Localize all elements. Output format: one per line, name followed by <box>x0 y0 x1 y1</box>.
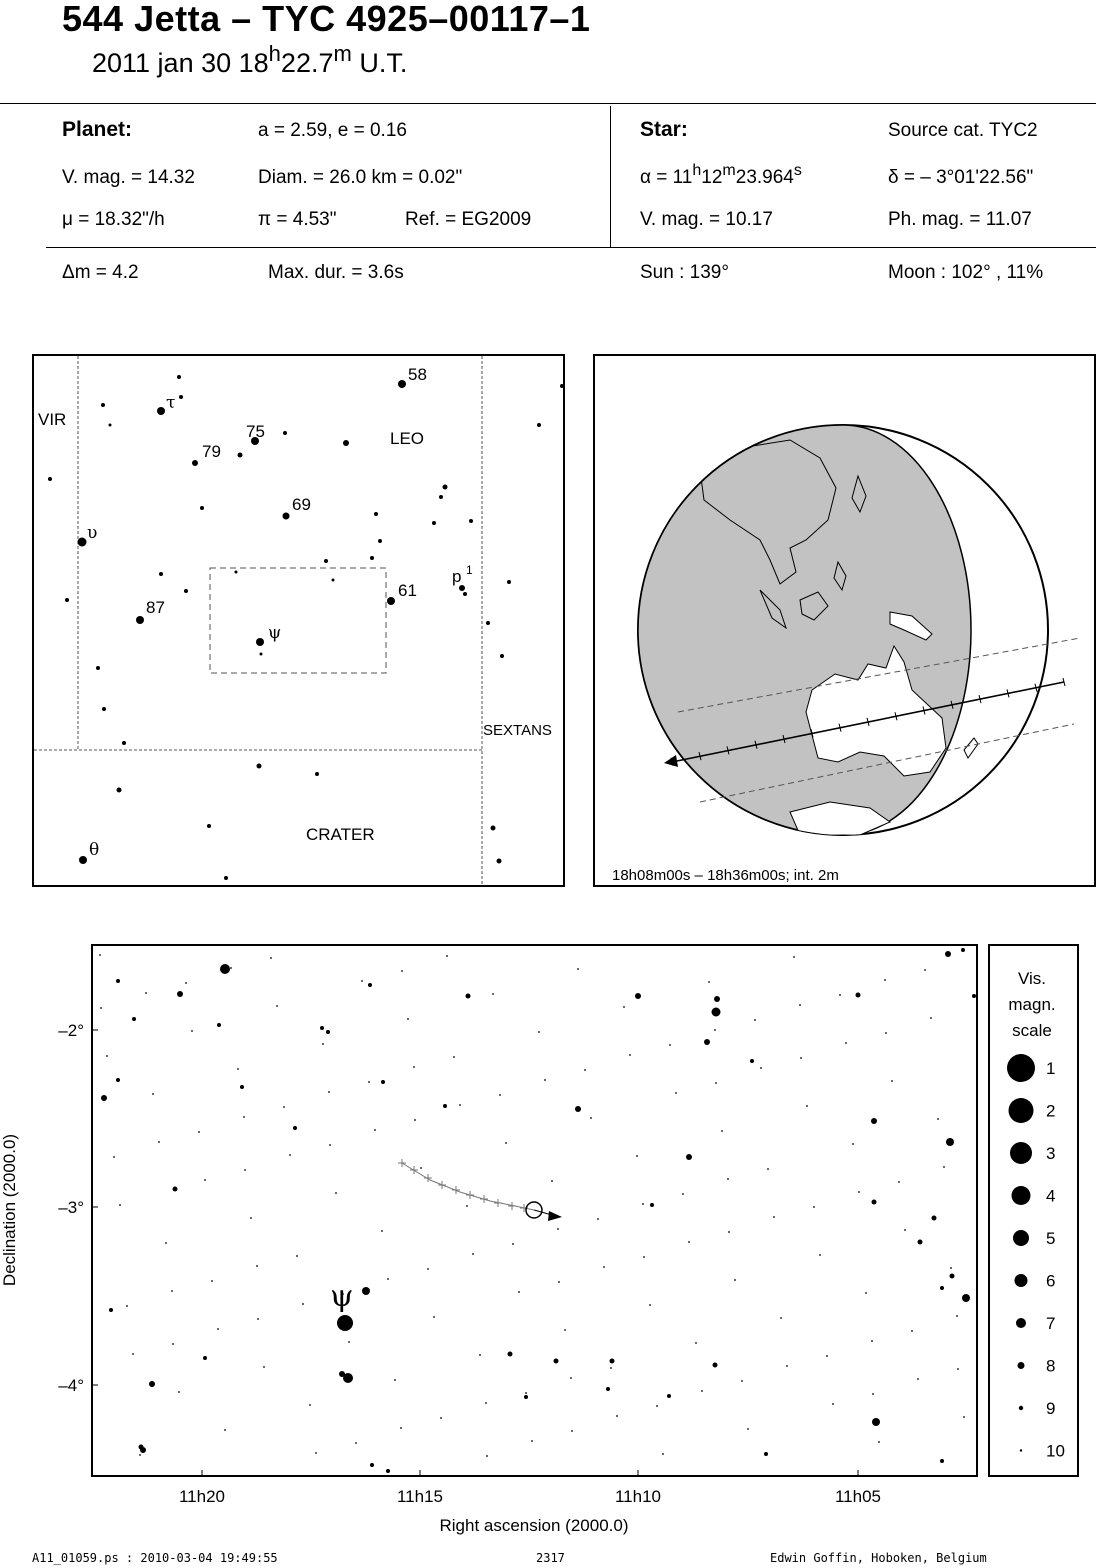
legend-magnitude-label: 1 <box>1046 1059 1056 1078</box>
star-source: Source cat. TYC2 <box>888 120 1038 141</box>
sun-elongation: Sun : 139° <box>640 262 729 283</box>
footer-author: Edwin Goffin, Hoboken, Belgium <box>770 1551 987 1565</box>
moon-info: Moon : 102° , 11% <box>888 262 1044 283</box>
star-label-psi-detail: ψ <box>330 1279 354 1314</box>
star-label-75: 75 <box>246 422 265 441</box>
star-label-upsilon: υ <box>87 523 98 543</box>
star-label-87: 87 <box>146 598 165 617</box>
constellation-label-leo: LEO <box>390 429 425 448</box>
legend-magnitude-label: 5 <box>1046 1229 1056 1248</box>
star-label-theta: θ <box>89 840 100 860</box>
legend-magnitude-dot <box>1007 1054 1035 1082</box>
legend-magnitude-label: 2 <box>1046 1101 1056 1121</box>
planet-diameter: Diam. = 26.0 km = 0.02" <box>258 167 463 188</box>
star-label-tau: τ <box>166 393 176 413</box>
legend-magnitude-dot <box>1013 1230 1029 1246</box>
x-tick-label-11h15: 11h15 <box>396 1487 444 1506</box>
legend-magnitude-dot <box>1018 1362 1025 1369</box>
star-label-79: 79 <box>202 442 221 461</box>
planet-orbit: a = 2.59, e = 0.16 <box>258 120 407 141</box>
planet-vmag: V. mag. = 14.32 <box>62 167 195 188</box>
star-label-61: 61 <box>398 581 417 600</box>
star-vmag: V. mag. = 10.17 <box>640 209 773 230</box>
planet-heading: Planet: <box>62 118 133 141</box>
legend-magnitude-label: 3 <box>1046 1144 1056 1163</box>
legend-magnitude-label: 8 <box>1046 1356 1056 1376</box>
star-label-p1: p <box>452 567 462 586</box>
page-title: 544 Jetta – TYC 4925–00117–1 <box>62 0 591 39</box>
star-label-69: 69 <box>292 495 311 514</box>
star-label-p1-sup: 1 <box>466 563 473 577</box>
legend-magnitude-dot <box>1019 1406 1023 1410</box>
legend-magnitude-dot <box>1009 1098 1034 1123</box>
x-tick-label-11h05: 11h05 <box>834 1487 882 1506</box>
star-label-58: 58 <box>408 365 427 384</box>
legend-magnitude-dot <box>1020 1449 1022 1451</box>
legend-magnitude-dot <box>1015 1274 1028 1287</box>
planet-reference: Ref. = EG2009 <box>405 209 532 230</box>
x-tick-label-11h10: 11h10 <box>614 1487 662 1506</box>
legend-title-line2: magn. <box>1008 995 1056 1014</box>
y-tick-label-4: –4° <box>58 1376 84 1395</box>
x-tick-label-11h20: 11h20 <box>178 1487 226 1506</box>
star-dec: δ = – 3°01'22.56" <box>888 167 1034 188</box>
legend-magnitude-label: 6 <box>1046 1271 1056 1291</box>
y-tick-label-2: –2° <box>58 1021 84 1040</box>
legend-magnitude-dot <box>1010 1142 1032 1164</box>
legend-magnitude-label: 9 <box>1046 1399 1056 1418</box>
event-datetime: 2011 jan 30 18$^h$22.7$^m$ U.T. <box>92 41 408 78</box>
earth-map-caption: 18h08m00s – 18h36m00s; int. 2m <box>612 867 839 884</box>
legend-magnitude-dot <box>1012 1186 1031 1205</box>
y-axis-label: Declination (2000.0) <box>0 1133 19 1287</box>
footer-number: 2317 <box>536 1551 565 1565</box>
legend-magnitude-label: 4 <box>1046 1186 1056 1206</box>
legend-magnitude-label: 7 <box>1046 1314 1056 1333</box>
footer-file-info: A11_01059.ps : 2010-03-04 19:49:55 <box>32 1551 278 1565</box>
star-phmag: Ph. mag. = 11.07 <box>888 209 1032 230</box>
star-heading: Star: <box>640 118 688 141</box>
x-axis-label: Right ascension (2000.0) <box>439 1516 629 1535</box>
legend-magnitude-label: 10 <box>1046 1441 1065 1461</box>
constellation-label-crater: CRATER <box>306 825 375 844</box>
y-tick-label-3: –3° <box>58 1198 84 1217</box>
max-duration: Max. dur. = 3.6s <box>268 262 404 283</box>
legend-magnitude-dot <box>1016 1318 1026 1328</box>
planet-motion: μ = 18.32"/h <box>62 209 165 230</box>
constellation-label-vir: VIR <box>38 410 67 429</box>
legend-title-line3: scale <box>1012 1021 1052 1040</box>
star-ra: $\alpha = 11^h12^m23.964^s$ <box>640 162 802 188</box>
magnitude-drop: Δm = 4.2 <box>62 262 139 283</box>
constellation-label-sextans: SEXTANS <box>483 722 552 739</box>
planet-parallax: π = 4.53" <box>258 209 337 230</box>
legend-title-line1: Vis. <box>1017 969 1047 988</box>
star-label-psi: ψ <box>268 623 282 643</box>
